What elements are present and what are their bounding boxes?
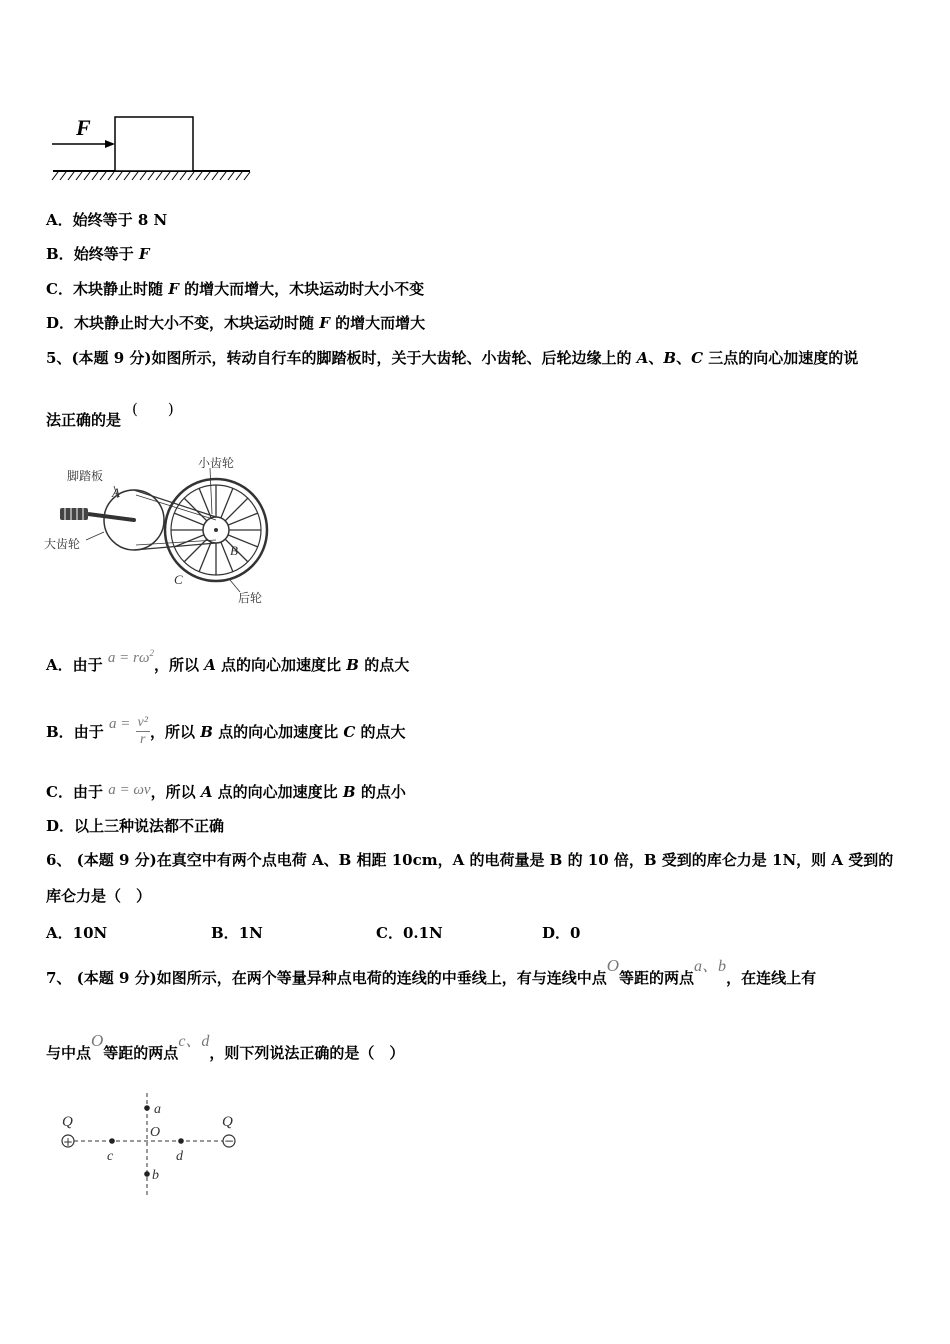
- svg-text:b: b: [152, 1168, 159, 1183]
- q6-option-a: A．10N: [46, 924, 108, 942]
- q4-option-c: C．木块静止时随 F 的增大而增大，木块运动时大小不变: [46, 280, 425, 298]
- q4-option-b: B．始终等于 F: [46, 245, 150, 263]
- point-a-dot: [144, 1105, 150, 1111]
- pedal-label: 脚踏板: [67, 469, 104, 483]
- point-charge-figure: [52, 1088, 252, 1203]
- point-b-dot: [144, 1171, 150, 1177]
- svg-text:a: a: [154, 1102, 161, 1117]
- q7-stem-line2: 与中点O等距的两点c、d，则下列说法正确的是（ ）: [46, 1031, 405, 1062]
- bicycle-gear-figure: [40, 452, 280, 607]
- q-left-label: Q: [62, 1114, 73, 1130]
- q5-option-a: A．由于 $a = r\omega^2$，所以 A 点的向心加速度比 B 的点大: [46, 648, 410, 674]
- q6-stem-line2: 库仑力是（ ）: [46, 887, 152, 905]
- point-b-label: B: [230, 543, 238, 558]
- block: [115, 117, 193, 171]
- svg-text:d: d: [176, 1149, 183, 1164]
- q5-answer-paren: ( ): [132, 400, 174, 418]
- point-c-dot: [109, 1138, 115, 1144]
- point-c-label: C: [174, 572, 183, 587]
- svg-text:c: c: [107, 1149, 114, 1164]
- point-a-label: A: [112, 485, 120, 500]
- q6-stem-line1: 6、 (本题 9 分)在真空中有两个点电荷 A、B 相距 10cm，A 的电荷量是 B 的 10 倍，B 受到的库仑力是 1N，则 A 受到的: [46, 851, 894, 869]
- svg-text:−: −: [223, 1134, 235, 1148]
- q5-option-c: C．由于 a = ωv，所以 A 点的向心加速度比 B 的点小: [46, 782, 406, 801]
- q5-stem-line1: 5、(本题 9 分)如图所示，转动自行车的脚踏板时，关于大齿轮、小齿轮、后轮边缘上的 A、B、C 三点的向心加速度的说: [46, 349, 859, 367]
- q4-option-d: D．木块静止时大小不变，木块运动时随 F 的增大而增大: [46, 314, 426, 332]
- point-d-dot: [178, 1138, 184, 1144]
- small-gear-label: 小齿轮: [198, 456, 235, 470]
- rear-wheel-label: 后轮: [238, 591, 263, 605]
- svg-text:+: +: [62, 1135, 74, 1149]
- q-right-label: Q: [222, 1114, 233, 1130]
- q5-stem-line2: 法正确的是: [46, 411, 122, 429]
- q5-option-b: B．由于 a = $\frac{\text{v²}}{r}$ ，所以 B 点的向心加速度比 C 的点大: [46, 714, 406, 747]
- q4-option-a: A．始终等于 8 N: [46, 211, 168, 229]
- q7-stem-line1: 7、 (本题 9 分)如图所示，在两个等量异种点电荷的连线的中垂线上，有与连线中点O等距的两点a、b，在连线上有: [46, 956, 817, 987]
- force-label: F: [76, 115, 91, 140]
- svg-text:O: O: [150, 1125, 161, 1140]
- q6-option-d: D．0: [542, 924, 581, 942]
- big-gear-label: 大齿轮: [44, 537, 81, 551]
- block-force-figure: [50, 112, 260, 184]
- q6-option-c: C．0.1N: [376, 924, 443, 942]
- pedal: [60, 508, 88, 520]
- formula-fraction: $\frac{\text{v²}}{r}$: [137, 714, 148, 747]
- q5-option-d: D．以上三种说法都不正确: [46, 817, 225, 835]
- q6-option-b: B．1N: [211, 924, 263, 942]
